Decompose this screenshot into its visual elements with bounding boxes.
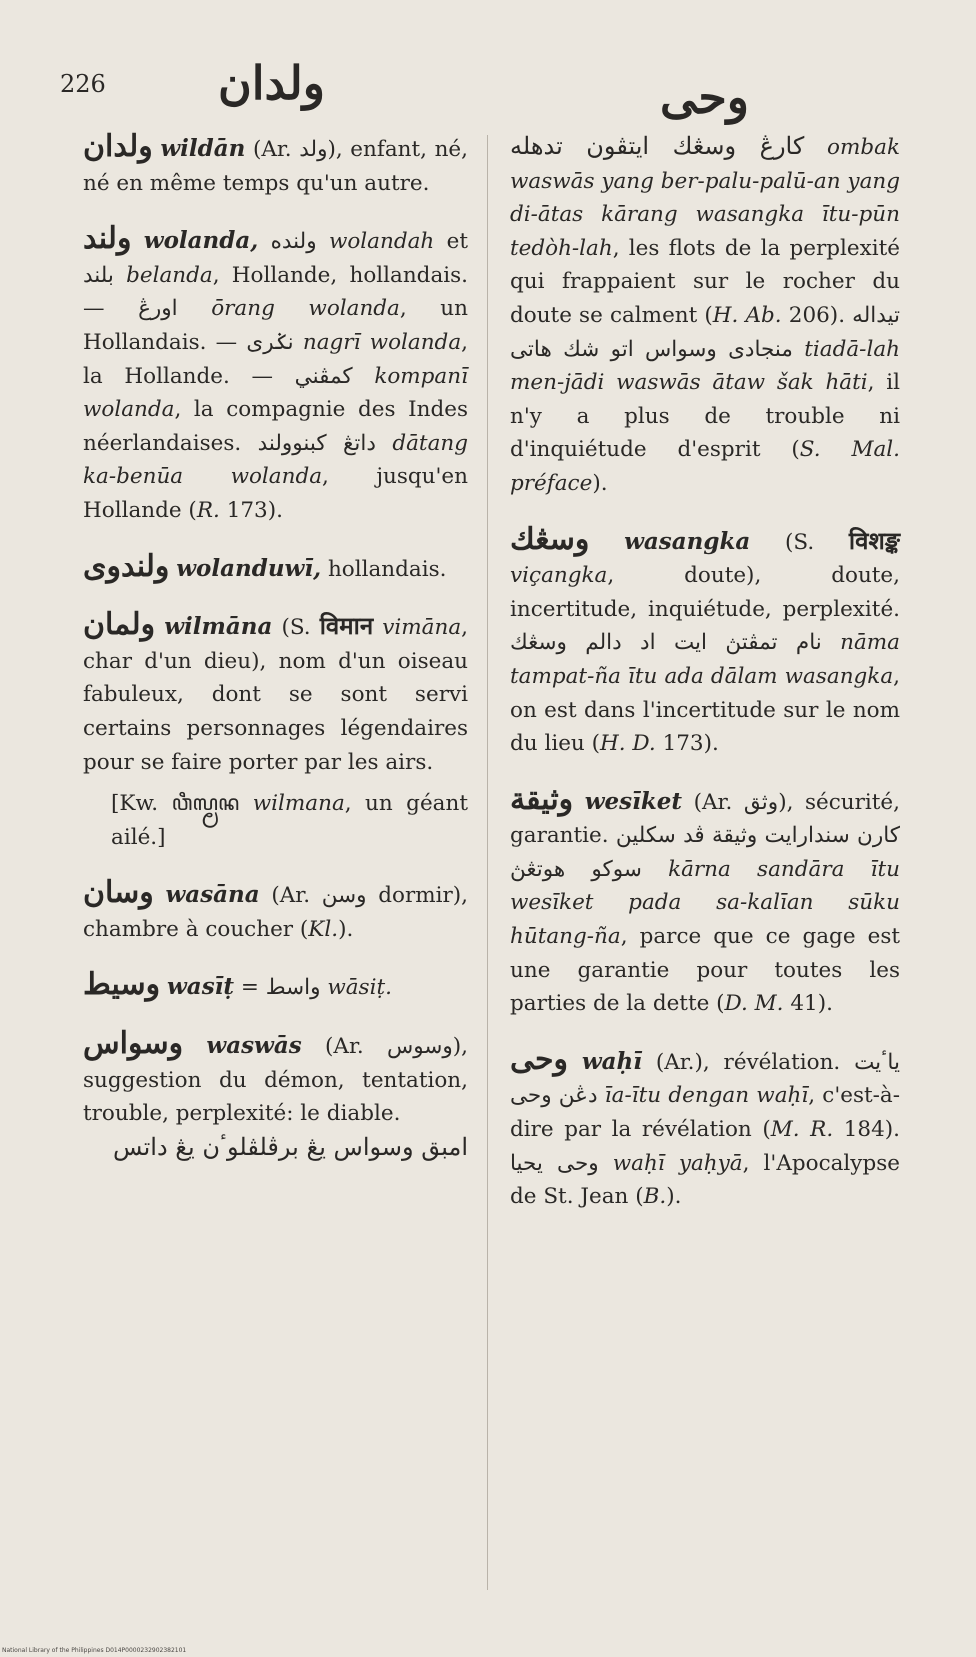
headword-latin: wolanda, xyxy=(143,227,259,255)
headword-arabic: ولدان xyxy=(83,129,153,164)
headword-arabic: وسان xyxy=(83,875,154,911)
left-column xyxy=(83,130,468,1186)
headword-latin: wasīṭ xyxy=(167,973,235,1001)
headword-arabic: وثيقة xyxy=(510,781,574,817)
headword-arabic: وسيط xyxy=(83,967,161,1003)
entry-wasit: وسيط wasīṭ = واسط wāsiṭ. xyxy=(83,967,392,1003)
devanagari-word: विमान xyxy=(319,611,374,641)
headword-latin: waswās xyxy=(206,1032,302,1060)
headword-latin: wildān xyxy=(160,135,246,162)
headword-latin: wasangka xyxy=(624,527,751,555)
scan-footer: National Library of the Philippines D014P0000232902382101 xyxy=(2,1647,187,1654)
headword-arabic: ولمان xyxy=(83,607,156,643)
entry-waswas: وسواس waswās (Ar. وسوس), suggestion du démon, tentation, trouble, perplexité: le diable. امبق وسواس يڠ برڤلڤلوٴن يڠ داتس xyxy=(83,1027,468,1164)
entry-wilmana-kawi: [Kw. ꦮꦶꦭ꧀ꦩꦤ wilmana, un géant ailé.] xyxy=(111,791,468,850)
entry-wilmana: ولمان wilmāna (S. विमान vimāna, char d'un dieu), nom d'un oiseau fabuleux, dont se sont servi certains personnages légendaires pour se faire porter par les airs. xyxy=(83,607,468,775)
headword-latin: wasāna xyxy=(165,881,260,909)
javanese-word: ꦮꦶꦭ꧀ꦩꦤ xyxy=(171,791,240,817)
entry-wasana: وسان wasāna (Ar. وسن dormir), chambre à coucher (Kl.). xyxy=(83,875,468,942)
entry-wasangka: وسڠك wasangka (S. विशङ्क viçangka, doute), doute, incertitude, inquiétude, perplexité. نام تمڤتڽ ايت اد دالم وسڠك nāma tampat-ña ītu ada dālam wasangka, on est dans l'incertitude sur le nom du lieu (H. D. 173). xyxy=(510,521,900,757)
running-head-left: ولدان xyxy=(218,56,325,110)
headword-arabic: وحى xyxy=(510,1041,569,1077)
headword-arabic: وسڠك xyxy=(510,521,590,557)
arabic-example: امبق وسواس يڠ برڤلڤلوٴن يڠ داتس xyxy=(113,1132,468,1161)
entry-wildan: ولدان wildān (Ar. ولد), enfant, né, né en même temps qu'un autre. xyxy=(83,129,468,196)
arabic-example: كارڠ وسڠك ايتڤون تدهله xyxy=(510,132,805,160)
page-number: 226 xyxy=(60,70,106,98)
entry-wahi: وحى waḥī (Ar.), révélation. ياٴيت دڠن وحى īa-ītu dengan waḥī, c'est-à-dire par la révélation (M. R. 184). وحى يحيا waḥī yaḥyā, l'Apocalypse de St. Jean (B.). xyxy=(510,1041,900,1210)
devanagari-word: विशङ्क xyxy=(848,525,900,555)
column-divider xyxy=(487,135,488,1590)
entry-wolanda: ولند wolanda, ولنده wolandah et بلند belanda, Hollande, hollandais. — اورڠ ōrang wolanda, un Hollandais. — نݢرى nagrī wolanda, la Hollande. — كمڤني kompanī wolanda, la compagnie des Indes néerlandaises. داتڠ كبنوولند dātang ka-benūa wolanda, jusqu'en Hollande (R. 173). xyxy=(83,221,469,523)
running-head-right: وحى xyxy=(660,70,749,124)
headword-latin: wolanduwī, xyxy=(176,554,322,582)
headword-latin: waḥī xyxy=(581,1047,643,1075)
headword-arabic: وسواس xyxy=(83,1026,184,1062)
headword-arabic: ولندوى xyxy=(83,548,170,584)
headword-arabic: ولند xyxy=(83,221,132,257)
headword-latin: wilmāna xyxy=(164,613,273,641)
right-column xyxy=(510,130,900,1236)
entry-wesiket: وثيقة wesīket (Ar. وثق), sécurité, garantie. كارن سندارايت وثيقة ڤد سكلين سوكو هوتڠڽ kārna sandāra ītu wesīket pada sa-kalīan sūku hūtang-ña, parce que ce gage est une garantie pour toutes les parties de la dette (D. M. 41). xyxy=(510,781,901,1017)
entry-waswas-cont: كارڠ وسڠك ايتڤون تدهله ombak waswās yang ber-palu-palū-an yang di-ātas kārang wasangka ītu-pūn tedòh-lah, les flots de la perplexité qui frappaient sur le rocher du doute se calment (H. Ab. 206). تيداله منجادى وسواس اتو شك هاتى tiadā-lah men-jādi waswās ātaw šak hāti, il n'y a plus de trouble ni d'inquiétude d'esprit (S. Mal. préface). xyxy=(510,132,901,496)
entry-wolanduwi: ولندوى wolanduwī, hollandais. xyxy=(83,548,447,584)
headword-latin: wesīket xyxy=(584,787,683,815)
